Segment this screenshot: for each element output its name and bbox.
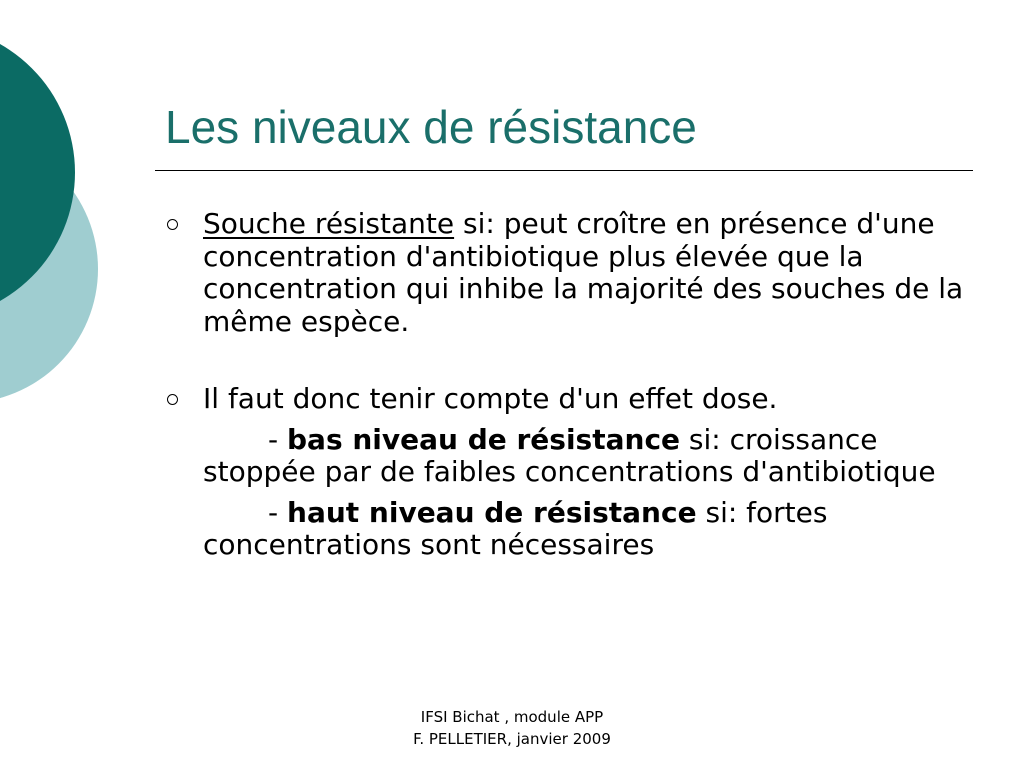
sub-item-bold: bas niveau de résistance [287,422,681,456]
sub-item-bold: haut niveau de résistance [287,495,697,529]
sub-item-text: si: fortes concentrations sont nécessaires [203,495,828,561]
bullet-item [160,208,970,338]
bullet-text: Il faut donc tenir compte d'un effet dose. [203,382,778,415]
bullet-term: Souche résistante [203,207,455,240]
slide-footer [312,706,712,750]
sub-item [203,497,970,562]
hollow-circle-bullet-icon [167,394,178,405]
title-divider [155,170,973,171]
sub-item-text: si: croissance stoppée par de faibles concentrations d'antibiotique [203,422,936,488]
slide-title: Les niveaux de résistance [165,101,697,153]
sub-item-prefix: - [268,422,288,456]
sub-item-prefix: - [268,495,288,529]
footer-line: F. PELLETIER, janvier 2009 [413,730,611,748]
bullet-text: si: peut croître en présence d'une concentration d'antibiotique plus élevée que la concentration qui inhibe la majorité des souches de la même espèce. [203,207,964,338]
bullet-item [160,383,970,562]
footer-line: IFSI Bichat , module APP [420,708,604,726]
hollow-circle-bullet-icon [167,219,178,230]
slide-content [160,208,970,562]
sub-item [203,424,970,489]
